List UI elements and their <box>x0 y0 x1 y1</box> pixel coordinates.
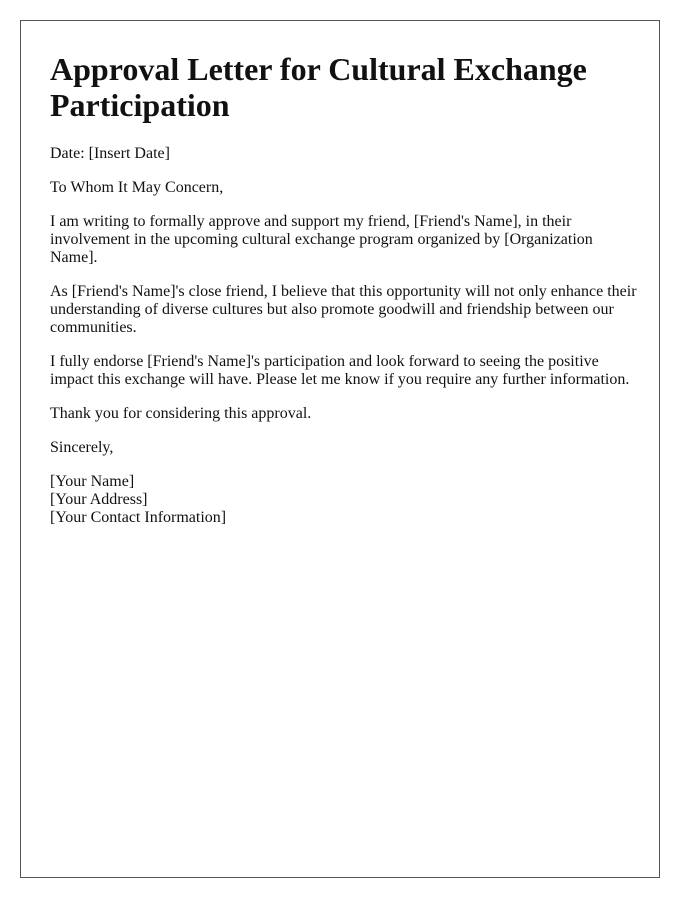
body-paragraph-approval: I am writing to formally approve and support my friend, [Friend's Name], in their involvement in the upcoming cultural exchange program organized by [Organization Name]. <box>50 213 593 266</box>
signature-name: [Your Name] <box>50 473 135 490</box>
body-paragraph-belief: As [Friend's Name]'s close friend, I believe that this opportunity will not only enhance their understanding of diverse cultures but also promote goodwill and friendship between our communities. <box>50 283 637 336</box>
letter-content <box>50 51 640 527</box>
body-paragraph-thanks: Thank you for considering this approval. <box>50 405 312 422</box>
salutation: To Whom It May Concern, <box>50 179 224 196</box>
letter-page <box>20 20 660 878</box>
body-paragraph-endorsement: I fully endorse [Friend's Name]'s participation and look forward to seeing the positive impact this exchange will have. Please let me know if you require any further information. <box>50 353 630 388</box>
signature-block <box>50 473 640 527</box>
closing: Sincerely, <box>50 439 114 456</box>
date-line: Date: [Insert Date] <box>50 145 170 162</box>
signature-contact: [Your Contact Information] <box>50 509 227 526</box>
signature-address: [Your Address] <box>50 491 148 508</box>
letter-title: Approval Letter for Cultural Exchange Participation <box>50 51 587 123</box>
